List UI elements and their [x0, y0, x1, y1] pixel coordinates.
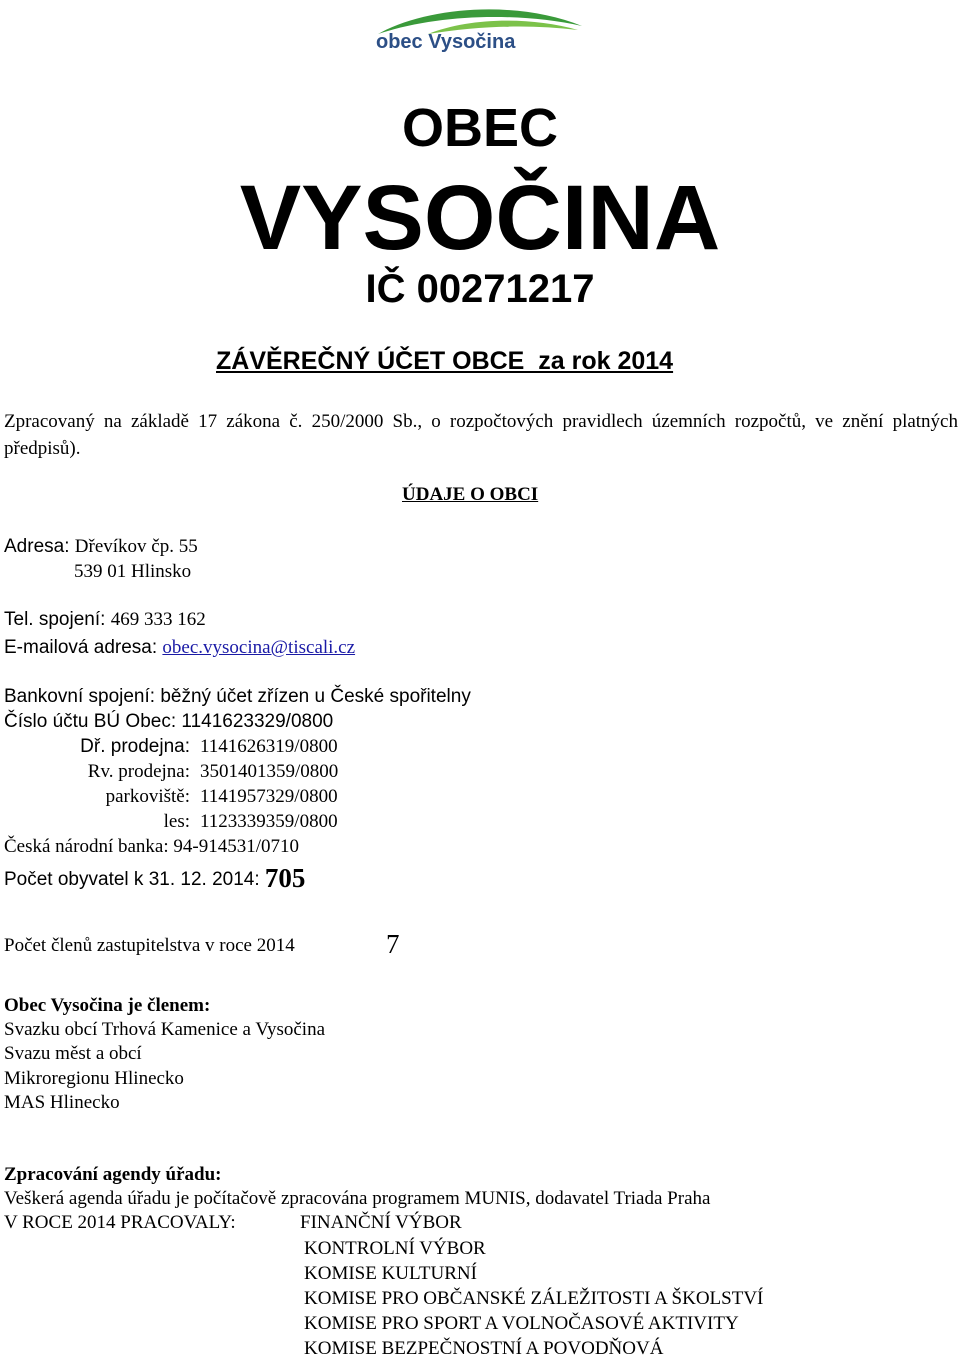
committee-item: KOMISE KULTURNÍ: [304, 1263, 477, 1284]
committee-item: FINANČNÍ VÝBOR: [300, 1212, 462, 1233]
agenda-title: Zpracování agendy úřadu:: [4, 1164, 222, 1185]
membership-item: Svazu měst a obcí: [4, 1043, 142, 1064]
bank-value: běžný účet zřízen u České spořitelny: [160, 686, 471, 707]
account-label: parkoviště:: [105, 786, 190, 807]
email-link[interactable]: obec.vysocina@tiscali.cz: [162, 637, 356, 658]
account-value: 1123339359/0800: [200, 811, 338, 832]
membership-item: MAS Hlinecko: [4, 1092, 120, 1113]
main-account-line: [4, 711, 333, 733]
company-id: IČ 00271217: [365, 267, 595, 311]
committee-item: KOMISE PRO OBČANSKÉ ZÁLEŽITOSTI A ŠKOLSTVÍ: [304, 1288, 764, 1309]
account-value: 1141957329/0800: [200, 786, 338, 807]
phone-label: Tel. spojení:: [4, 609, 106, 630]
address-label: Adresa:: [4, 536, 70, 557]
committee-item: KOMISE BEZPEČNOSTNÍ A POVODŇOVÁ: [304, 1338, 664, 1359]
membership-title: Obec Vysočina je členem:: [4, 995, 211, 1016]
email-line: [4, 637, 355, 659]
account-label: Dř. prodejna:: [80, 736, 190, 757]
logo-text: obec Vysočina: [376, 31, 516, 53]
account-label: les:: [163, 811, 190, 832]
title-line-obec: OBEC: [401, 98, 558, 158]
population-line: [4, 862, 305, 896]
intro-paragraph: Zpracovaný na základě 17 zákona č. 250/2000 Sb., o rozpočtových pravidlech územních rozpočtů, ve znění platných předpisů).: [4, 411, 958, 459]
account-value: 3501401359/0800: [200, 761, 339, 782]
email-label: E-mailová adresa:: [4, 637, 158, 658]
population-value: 705: [264, 863, 306, 893]
bank-line: [4, 686, 471, 708]
council-label: Počet členů zastupitelstva v roce 2014: [4, 935, 295, 956]
phone-line: [4, 609, 206, 631]
address-line: [4, 536, 198, 558]
committee-item: KONTROLNÍ VÝBOR: [304, 1238, 486, 1259]
membership-item: Svazku obcí Trhová Kamenice a Vysočina: [4, 1019, 326, 1040]
address-street: Dřevíkov čp. 55: [74, 536, 198, 557]
section-title: ÚDAJE O OBCI: [402, 484, 539, 505]
cnb-line: [4, 836, 299, 858]
address-city: 539 01 Hlinsko: [74, 561, 192, 582]
cnb-value: 94-914531/0710: [173, 836, 299, 857]
phone-value: 469 333 162: [110, 609, 206, 630]
agenda-text: Veškerá agenda úřadu je počítačově zpracována programem MUNIS, dodavatel Triada Praha: [4, 1188, 711, 1209]
committees-label: V ROCE 2014 PRACOVALY:: [4, 1212, 236, 1233]
membership-item: Mikroregionu Hlinecko: [4, 1068, 184, 1089]
main-account-label: Číslo účtu BÚ Obec:: [4, 711, 177, 732]
council-value: 7: [386, 929, 400, 959]
main-account-value: 1141623329/0800: [181, 711, 334, 732]
report-title: ZÁVĚREČNÝ ÚČET OBCE za rok 2014: [216, 347, 674, 375]
bank-label: Bankovní spojení:: [4, 686, 156, 707]
account-value: 1141626319/0800: [200, 736, 338, 757]
population-label: Počet obyvatel k 31. 12. 2014:: [4, 869, 260, 890]
account-label: Rv. prodejna:: [87, 761, 190, 782]
title-line-vysocina: VYSOČINA: [239, 167, 721, 269]
committee-item: KOMISE PRO SPORT A VOLNOČASOVÉ AKTIVITY: [304, 1313, 739, 1334]
cnb-label: Česká národní banka:: [4, 836, 169, 857]
